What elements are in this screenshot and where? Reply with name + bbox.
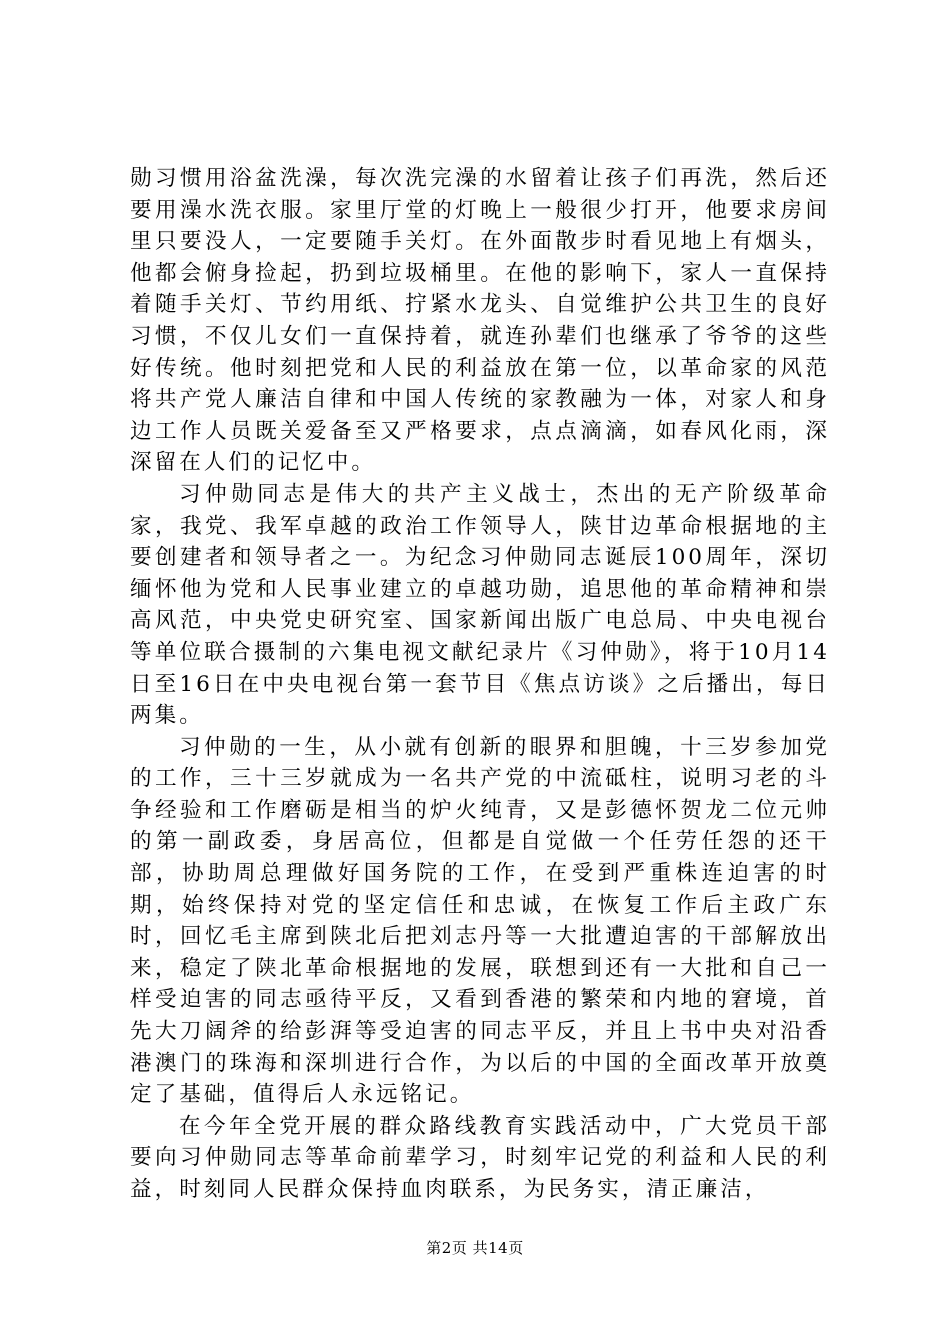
document-body xyxy=(130,163,830,1206)
paragraph-3: 习仲勋的一生，从小就有创新的眼界和胆魄，十三岁参加党的工作，三十三岁就成为一名共产党的中流砥柱，说明习老的斗争经验和工作磨砺是相当的炉火纯青，又是彭德怀贺龙二位元帅的第一副政委，身居高位，但都是自觉做一个任劳任怨的还干部，协助周总理做好国务院的工作，在受到严重株连迫害的时期，始终保持对党的坚定信任和忠诚，在恢复工作后主政广东时，回忆毛主席到陕北后把刘志丹等一大批遭迫害的干部解放出来，稳定了陕北革命根据地的发展，联想到还有一大批和自己一样受迫害的同志亟待平反，又看到香港的繁荣和内地的窘境，首先大刀阔斧的给彭湃等受迫害的同志平反，并且上书中央对沿香港澳门的珠海和深圳进行合作，为以后的中国的全面改革开放奠定了基础，值得后人永远铭记。 xyxy=(130,734,830,1108)
paragraph-1: 勋习惯用浴盆洗澡，每次洗完澡的水留着让孩子们再洗，然后还要用澡水洗衣服。家里厅堂的灯晚上一般很少打开，他要求房间里只要没人，一定要随手关灯。在外面散步时看见地上有烟头，他都会俯身捡起，扔到垃圾桶里。在他的影响下，家人一直保持着随手关灯、节约用纸、拧紧水龙头、自觉维护公共卫生的良好习惯，不仅儿女们一直保持着，就连孙辈们也继承了爷爷的这些好传统。他时刻把党和人民的利益放在第一位，以革命家的风范将共产党人廉洁自律和中国人传统的家教融为一体，对家人和身边工作人员既关爱备至又严格要求，点点滴滴，如春风化雨，深深留在人们的记忆中。 xyxy=(130,166,830,476)
paragraph-4: 在今年全党开展的群众路线教育实践活动中，广大党员干部要向习仲勋同志等革命前辈学习，时刻牢记党的利益和人民的利益，时刻同人民群众保持血肉联系，为民务实，清正廉洁， xyxy=(130,1113,830,1202)
paragraph-2: 习仲勋同志是伟大的共产主义战士，杰出的无产阶级革命家，我党、我军卓越的政治工作领导人，陕甘边革命根据地的主要创建者和领导者之一。为纪念习仲勋同志诞辰100周年，深切缅怀他为党和人民事业建立的卓越功勋，追思他的革命精神和崇高风范，中央党史研究室、国家新闻出版广电总局、中央电视台等单位联合摄制的六集电视文献纪录片《习仲勋》，将于10月14日至16日在中央电视台第一套节目《焦点访谈》之后播出，每日两集。 xyxy=(130,481,830,729)
page-number-footer: 第2页 共14页 xyxy=(426,1239,524,1257)
